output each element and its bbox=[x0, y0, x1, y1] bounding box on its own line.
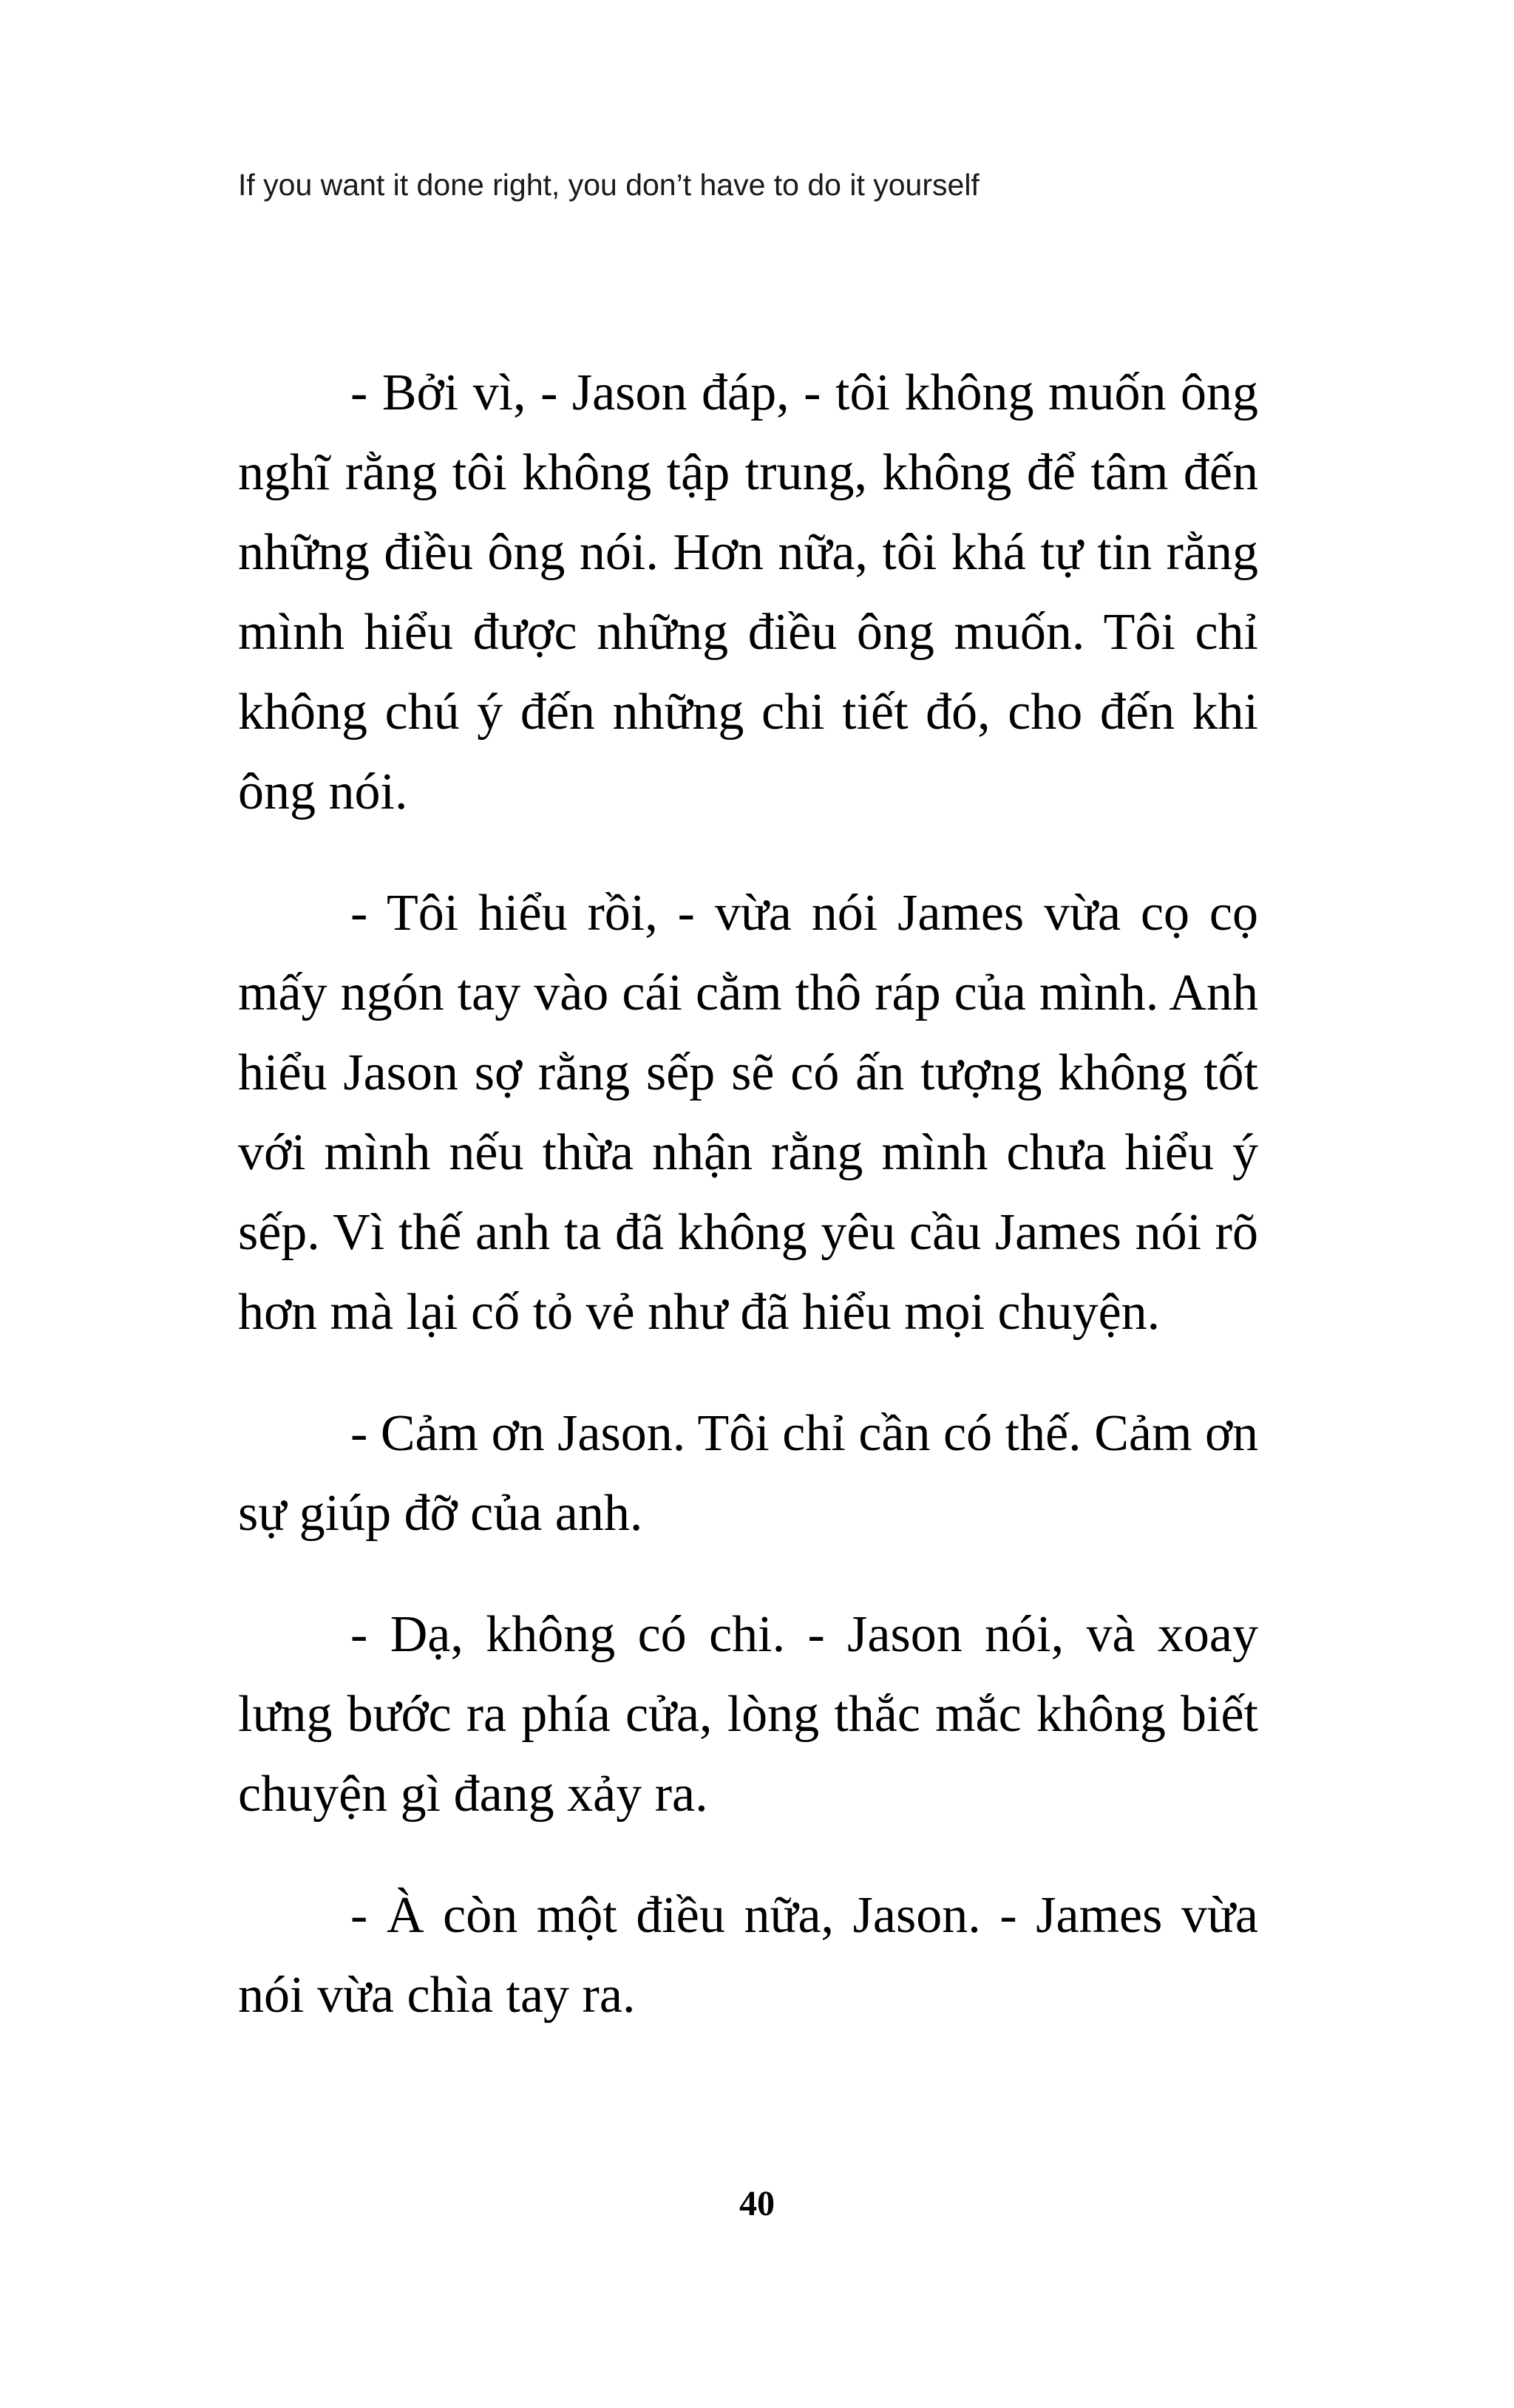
paragraph: - Bởi vì, - Jason đáp, - tôi không muốn ông nghĩ rằng tôi không tập trung, không để tâm đến những điều ông nói. Hơn nữa, tôi khá tự tin rằng mình hiểu được những điều ông muốn. Tôi chỉ không chú ý đến những chi tiết đó, cho đến khi ông nói. bbox=[238, 364, 1258, 820]
paragraph: - Cảm ơn Jason. Tôi chỉ cần có thế. Cảm ơn sự giúp đỡ của anh. bbox=[238, 1405, 1258, 1542]
running-header: If you want it done right, you don’t have to do it yourself bbox=[238, 168, 980, 202]
body-text bbox=[238, 353, 1258, 2035]
paragraph: - Dạ, không có chi. - Jason nói, và xoay lưng bước ra phía cửa, lòng thắc mắc không biết chuyện gì đang xảy ra. bbox=[238, 1606, 1258, 1823]
paragraph: - Tôi hiểu rồi, - vừa nói James vừa cọ cọ mấy ngón tay vào cái cằm thô ráp của mình. Anh hiểu Jason sợ rằng sếp sẽ có ấn tượng không tốt với mình nếu thừa nhận rằng mình chưa hiểu ý sếp. Vì thế anh ta đã không yêu cầu James nói rõ hơn mà lại cố tỏ vẻ như đã hiểu mọi chuyện. bbox=[238, 885, 1258, 1341]
page-number: 40 bbox=[739, 2184, 775, 2223]
paragraph: - À còn một điều nữa, Jason. - James vừa nói vừa chìa tay ra. bbox=[238, 1887, 1258, 2024]
